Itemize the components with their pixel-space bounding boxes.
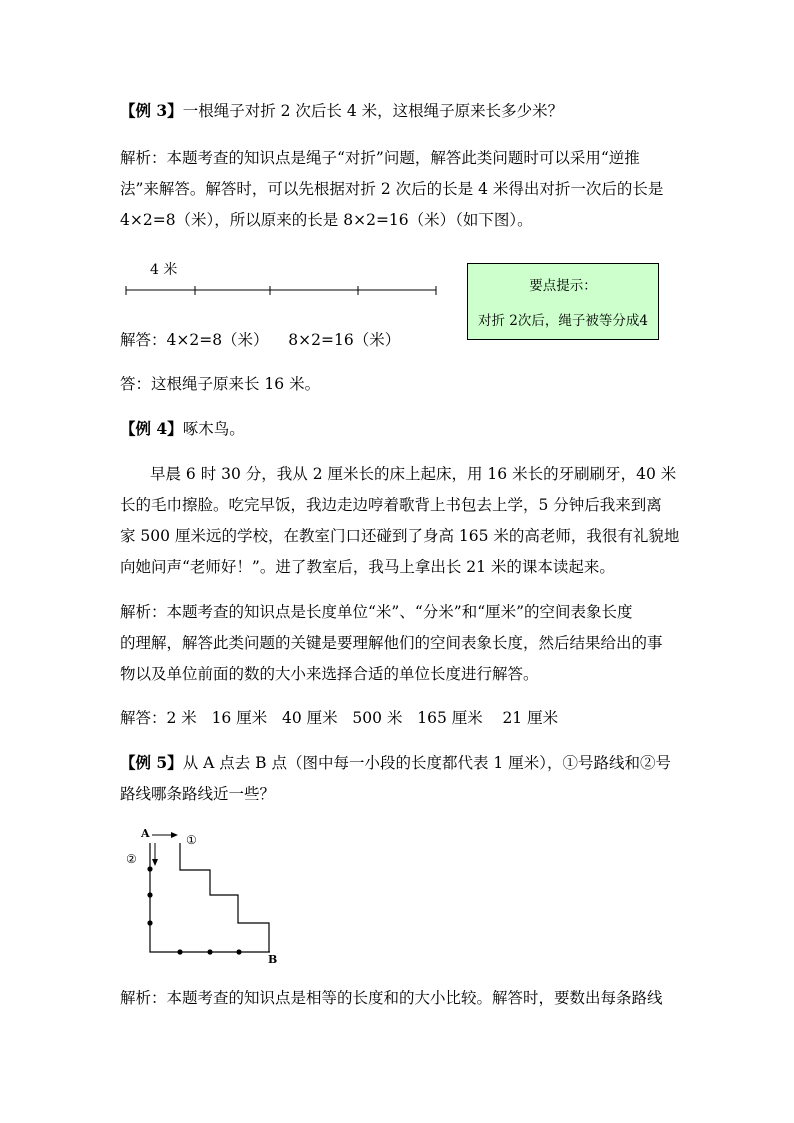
- route2-dot: [177, 949, 182, 954]
- tip-title: 要点提示：: [529, 278, 597, 294]
- route2-arrow-head: [152, 859, 158, 866]
- example4-story-line-1: 早晨 6 时 30 分，我从 2 厘米长的床上起床，用 16 米长的牙刷刷牙，40 米: [150, 465, 677, 483]
- example4-story-line-3: 家 500 厘米远的学校，在教室门口还碰到了身高 165 米的高老师，我很有礼貌地: [120, 527, 680, 545]
- point-b-label: B: [268, 953, 278, 966]
- example3-analysis-line-3: 4×2=8（米），所以原来的长是 8×2=16（米）（如下图）。: [120, 211, 533, 229]
- example5-question-line-2: 路线哪条路线近一些？: [120, 785, 276, 803]
- example3-question-line: [120, 101, 563, 121]
- route1-arrow-head: [171, 832, 178, 838]
- route2-dot: [207, 949, 212, 954]
- route-diagram: [120, 825, 290, 965]
- rope-length-label: 4 米: [150, 262, 178, 278]
- example3-analysis-line-2: 法”来解答。解答时，可以先根据对折 2 次后的长是 4 米得出对折一次后的长是: [120, 180, 664, 198]
- example4-question: 啄木鸟。: [182, 420, 245, 438]
- example4-question-line: [120, 419, 245, 439]
- example4-story-line-2: 长的毛巾擦脸。吃完早饭，我边走边哼着歌背上书包去上学，5 分钟后我来到离: [120, 496, 662, 514]
- example4-answer: 解答：2 米 16 厘米 40 厘米 500 米 165 厘米 21 厘米: [120, 709, 559, 727]
- route2-dot: [147, 866, 152, 871]
- point-a-label: A: [141, 827, 150, 840]
- route2-label: ②: [126, 852, 137, 866]
- example3-heading: 【例 3】: [120, 101, 183, 120]
- example3-question: 一根绳子对折 2 次后长 4 米，这根绳子原来长多少米？: [182, 102, 564, 120]
- route2-path: [150, 843, 270, 952]
- route2-dot: [147, 920, 152, 925]
- example5-heading: 【例 5】: [120, 753, 183, 772]
- example4-analysis-line-3: 物以及单位前面的数的大小来选择合适的单位长度进行解答。: [120, 665, 539, 683]
- route1-staircase-path: [180, 843, 269, 952]
- example4-analysis-line-2: 的理解，解答此类问题的关键是要理解他们的空间表象长度，然后结果给出的事: [120, 634, 663, 652]
- example4-heading: 【例 4】: [120, 419, 183, 438]
- example4-story-line-4: 向她问声“老师好！”。进了教室后，我马上拿出长 21 米的课本读起来。: [120, 558, 615, 576]
- route2-dot: [147, 892, 152, 897]
- example3-final-answer: 答：这根绳子原来长 16 米。: [120, 375, 321, 393]
- tip-body: 对折 2次后，绳子被等分成4: [478, 313, 648, 329]
- rope-segment-diagram: [122, 281, 442, 301]
- example3-answer: 解答：4×2=8（米） 8×2=16（米）: [120, 331, 401, 349]
- example5-analysis-line: 解析：本题考查的知识点是相等的长度和的大小比较。解答时，要数出每条路线: [120, 989, 663, 1007]
- route2-dot: [236, 949, 241, 954]
- tip-box: [467, 263, 659, 340]
- example4-analysis-line-1: 解析：本题考查的知识点是长度单位“米”、“分米”和“厘米”的空间表象长度: [120, 603, 633, 621]
- example5-question-line-1: [120, 753, 671, 773]
- example3-analysis-line-1: 解析：本题考查的知识点是绳子“对折”问题，解答此类问题时可以采用“逆推: [120, 149, 640, 167]
- route1-label: ①: [186, 833, 197, 847]
- example5-question-part-1: 从 A 点去 B 点（图中每一小段的长度都代表 1 厘米），①号路线和②号: [182, 754, 671, 772]
